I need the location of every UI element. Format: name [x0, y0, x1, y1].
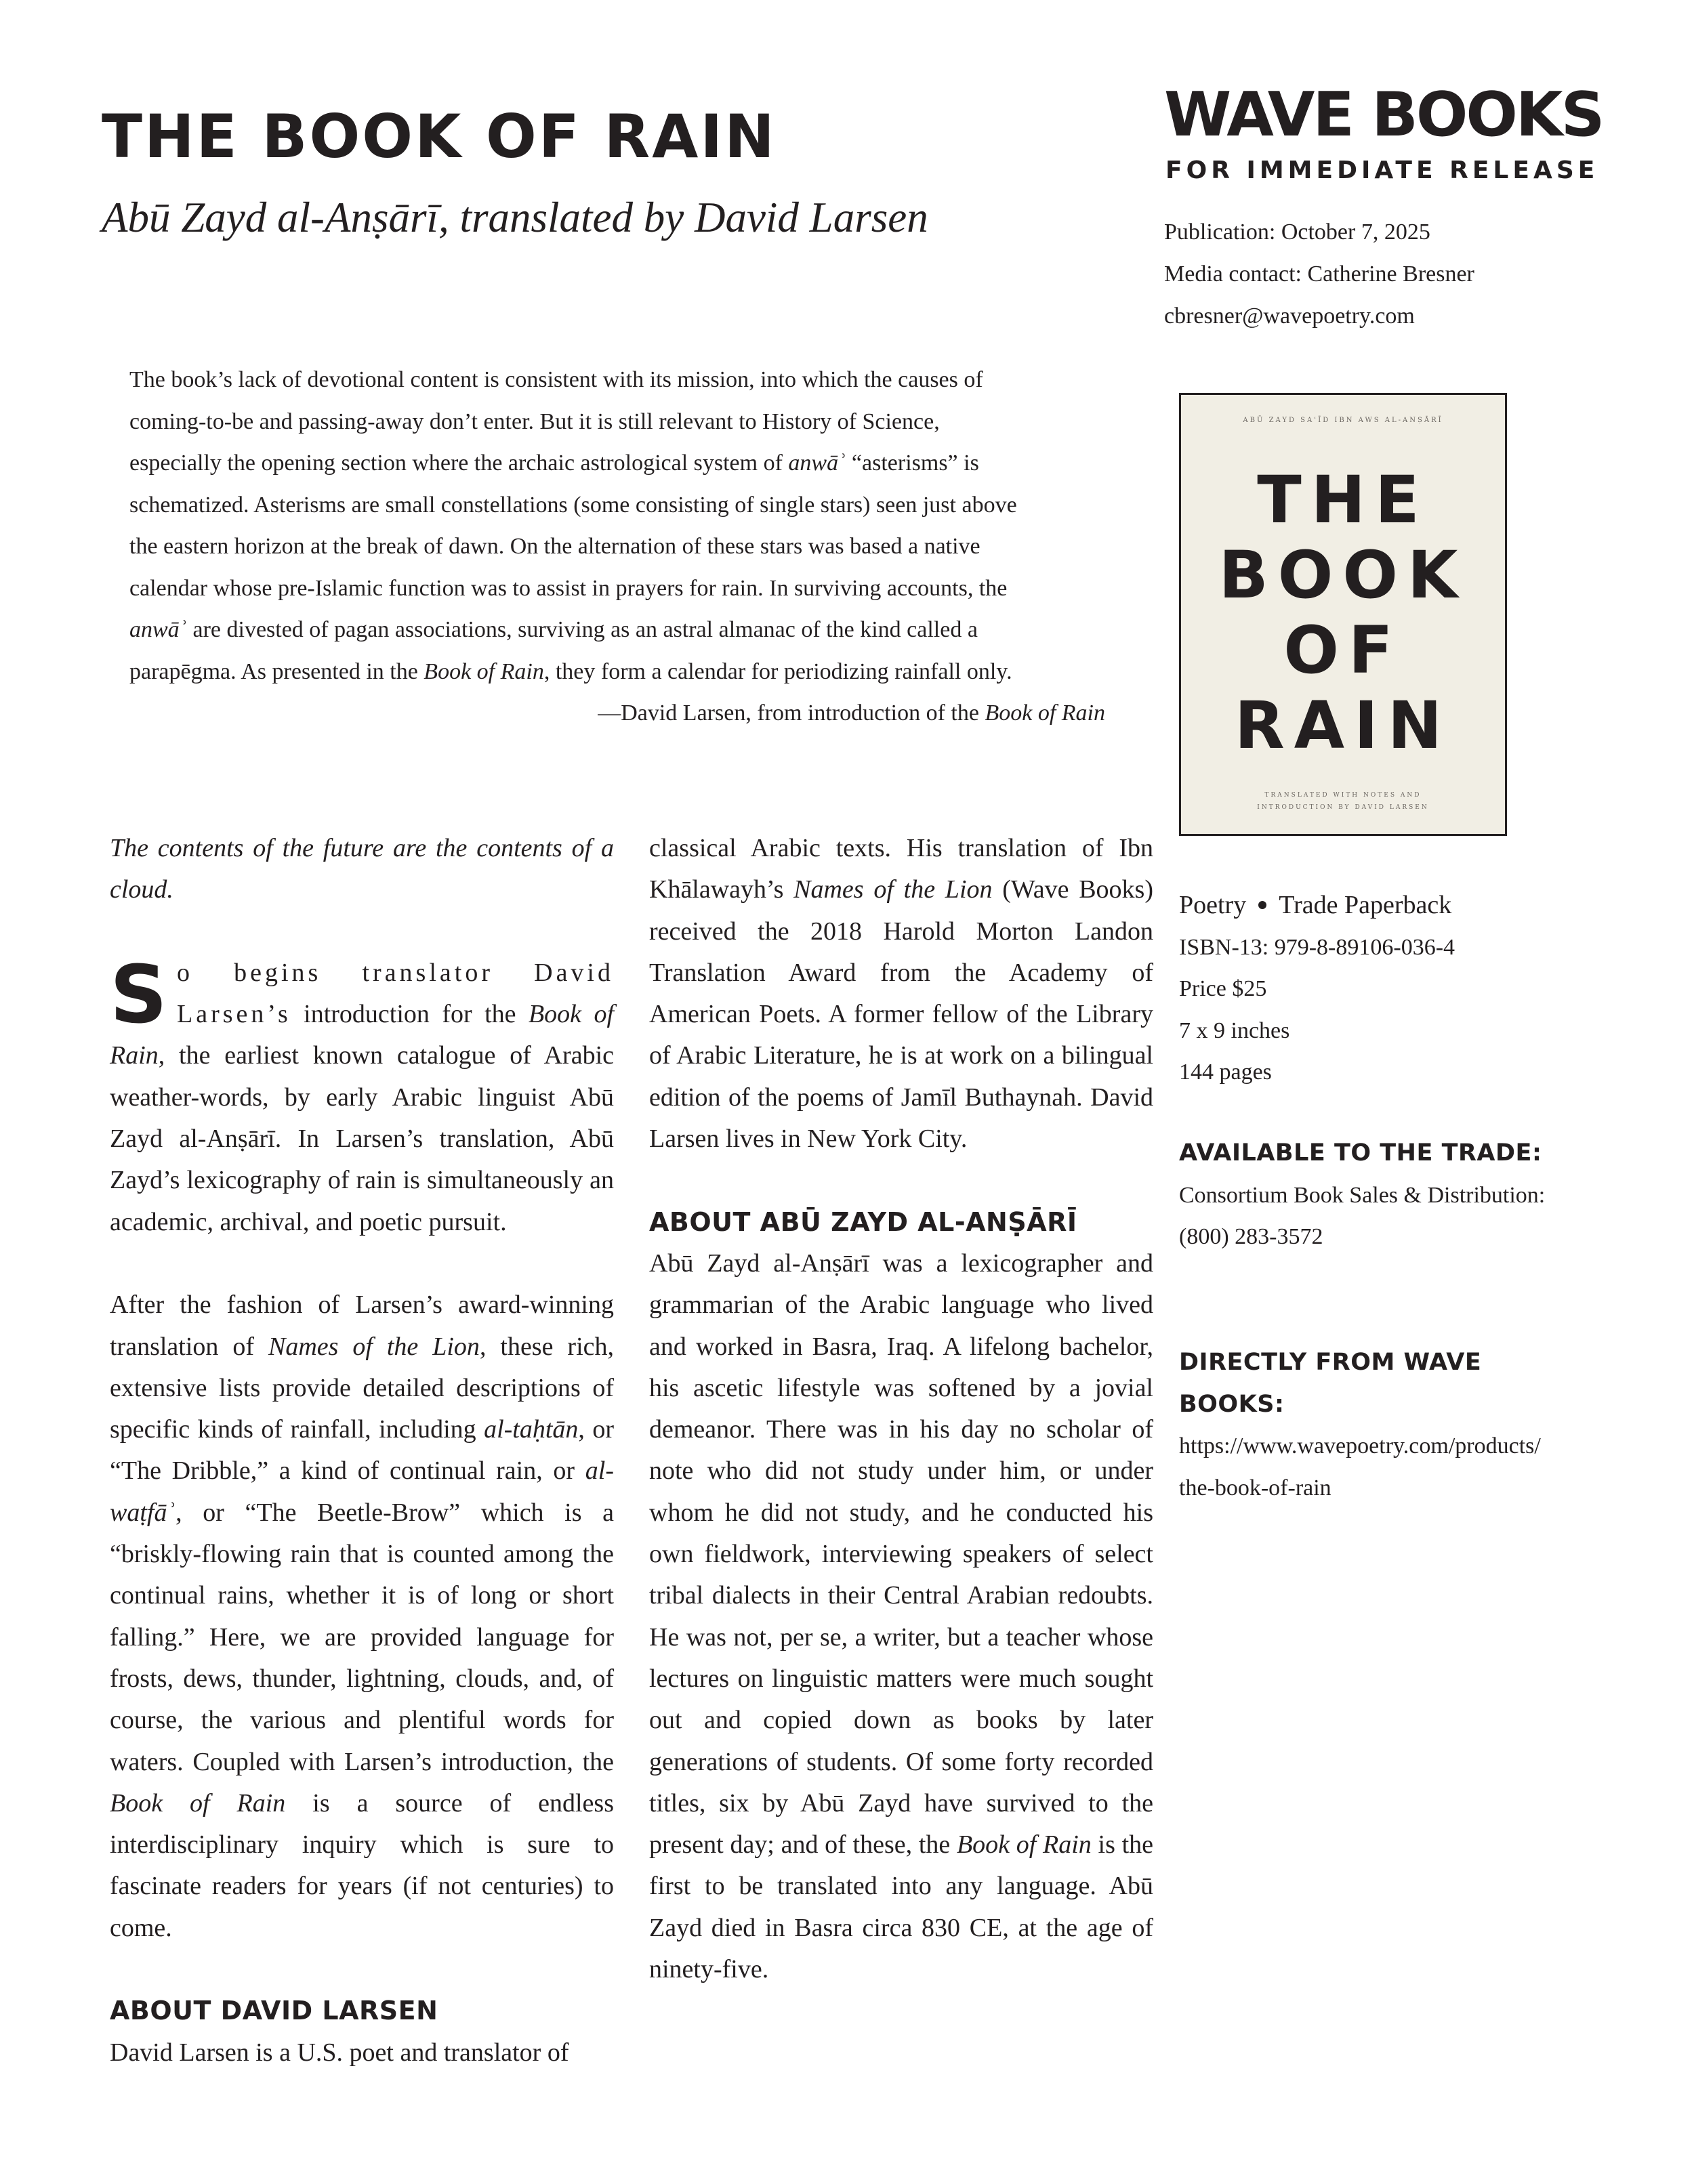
direct-order-info [1179, 1342, 1667, 1509]
page-count: 144 pages [1179, 1059, 1272, 1085]
body-paragraph: So begins translator David Larsen’s introduction for the Book of Rain, the earliest known catalogue of Arabic weather-words, by early Arabic linguist Abū Zayd al-Anṣārī. In Larsen’s translation, Abū Zayd’s lexicography of rain is simultaneously an academic, archival, and poetic pursuit. [110, 947, 615, 1236]
bullet-icon [1258, 901, 1266, 909]
body-column-left [110, 828, 614, 2074]
body-paragraph: David Larsen is a U.S. poet and translator of [110, 2038, 569, 2067]
direct-heading: BOOKS: [1179, 1390, 1285, 1418]
cover-title: THE BOOK OF RAIN [1218, 462, 1468, 763]
pull-quote [129, 359, 1105, 734]
quote-line: especially the opening section where the archaic astrological system of anwāʾ “asterisms” is [129, 450, 979, 476]
page-subtitle: Abū Zayd al-Anṣārī, translated by David Larsen [102, 194, 928, 241]
trade-info [1179, 1133, 1667, 1258]
genre-format: Poetry Trade Paperback [1179, 891, 1452, 919]
section-heading: ABOUT ABŪ ZAYD AL-ANṢĀRĪ [649, 1206, 1077, 1237]
quote-line: the eastern horizon at the break of dawn. On the alternation of these stars was based a native [129, 534, 980, 559]
quote-line: anwāʾ are divested of pagan associations, surviving as an astral almanac of the kind called a [129, 617, 978, 642]
media-contact: Media contact: Catherine Bresner [1164, 261, 1474, 287]
quote-line: coming-to-be and passing-away don’t enter. But it is still relevant to History of Science, [129, 408, 940, 434]
product-link[interactable]: the-book-of-rain [1179, 1475, 1331, 1500]
body-paragraph: classical Arabic texts. His translation of Ibn Khālawayh’s Names of the Lion (Wave Books) received the 2018 Harold Morton Landon Translation Award from the Academy of American Poets. A former fellow of the Library of Arabic Literature, he is at work on a bilingual edition of the poems of Jamīl Buthaynah. David Larsen lives in New York City. [649, 834, 1153, 1154]
book-specs [1179, 885, 1667, 1093]
trim-size: 7 x 9 inches [1179, 1017, 1290, 1043]
contact-email[interactable]: cbresner@wavepoetry.com [1164, 303, 1415, 329]
direct-heading: DIRECTLY FROM WAVE [1179, 1349, 1482, 1376]
body-paragraph: Abū Zayd al-Anṣārī was a lexicographer and grammarian of the Arabic language who lived and worked in Basra, Iraq. A lifelong bachelor, his ascetic lifestyle was softened by a jovial demeanor. There was in his day no scholar of note who did not study under him, or under whom he did not study, and he conducted his own fieldwork, interviewing speakers of select tribal dialects in their Central Arabian redoubts. He was not, per se, a writer, but a teacher whose lectures on linguistic matters were much sought out and copied down as books by later generations of students. Of some forty recorded titles, six by Abū Zayd have survived to the present day; and of these, the Book of Rain is the first to be translated into any language. Abū Zayd died in Basra circa 830 CE, at the age of ninety-five. [649, 1248, 1154, 1984]
press-meta [1164, 211, 1638, 337]
quote-line: calendar whose pre-Islamic function was to assist in prayers for rain. In surviving accounts, the [129, 575, 1008, 601]
trade-heading: AVAILABLE TO THE TRADE: [1179, 1139, 1542, 1167]
epigraph: The contents of the future are the contents of a cloud. [110, 834, 614, 904]
quote-line: schematized. Asterisms are small constellations (some consisting of single stars) seen just above [129, 492, 1017, 518]
cover-credit: TRANSLATED WITH NOTES AND INTRODUCTION BY DAVID LARSEN [1257, 792, 1429, 811]
distributor: Consortium Book Sales & Distribution: [1179, 1182, 1546, 1208]
book-cover [1179, 393, 1507, 836]
quote-attribution: —David Larsen, from introduction of the Book of Rain [598, 700, 1105, 726]
publisher-logo: WAVE BOOKS [1164, 79, 1603, 150]
section-heading: ABOUT DAVID LARSEN [110, 1996, 438, 2026]
product-link[interactable]: https://www.wavepoetry.com/products/ [1179, 1433, 1541, 1458]
isbn: ISBN-13: 979-8-89106-036-4 [1179, 934, 1455, 960]
body-column-right [649, 828, 1153, 1990]
page-title: THE BOOK OF RAIN [102, 102, 777, 171]
drop-cap: S [110, 947, 167, 1041]
quote-line: The book’s lack of devotional content is consistent with its mission, into which the causes of [129, 367, 983, 392]
quote-line: parapēgma. As presented in the Book of Rain, they form a calendar for periodizing rainfall only. [129, 658, 1012, 684]
price: Price $25 [1179, 976, 1267, 1001]
distributor-phone: (800) 283-3572 [1179, 1224, 1323, 1249]
body-paragraph: After the fashion of Larsen’s award-winning translation of Names of the Lion, these rich, extensive lists provide detailed descriptions of specific kinds of rainfall, including al-taḥtān, or “The Dribble,” a kind of continual rain, or al-waṭfāʾ, or “The Beetle-Brow” which is a “briskly-flowing rain that is counted among the continual rains, whether it is of long or short falling.” Here, we are provided language for frosts, dews, thunder, lightning, clouds, and, of course, the various and plentiful words for waters. Coupled with Larsen’s introduction, the Book of Rain is a source of endless interdisciplinary inquiry which is sure to fascinate readers for years (if not centuries) to come. [110, 1290, 614, 1942]
publication-date: Publication: October 7, 2025 [1164, 219, 1430, 245]
release-label: FOR IMMEDIATE RELEASE [1165, 156, 1599, 184]
cover-author: ABŪ ZAYD SAʿĪD IBN AWS AL-ANṢĀRĪ [1243, 417, 1443, 424]
